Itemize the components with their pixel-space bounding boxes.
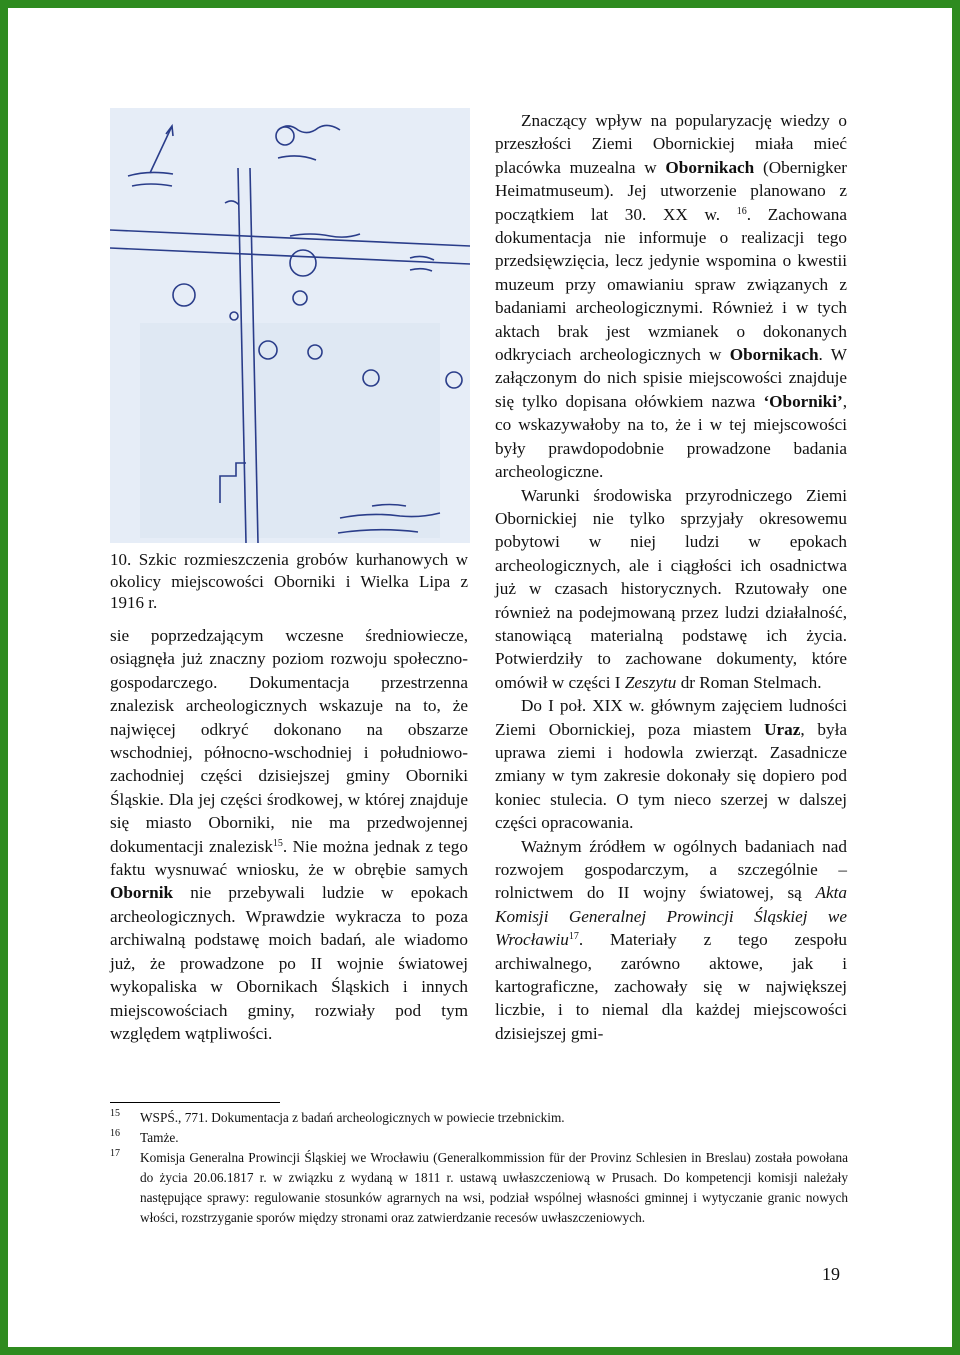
footnote-number: 16: [110, 1128, 120, 1139]
sketch-map-figure: [110, 108, 470, 543]
text-run: . Materiały z tego zespołu archiwalnego, zarówno aktowe, jak i kartograficzne, zachowały się w największej liczbie, i to niemal dla każdej miejscowości dzisiejszej gmi-: [495, 930, 847, 1043]
bold-term: Obornikach: [665, 157, 755, 177]
footnote-number: 15: [110, 1108, 120, 1119]
text-run: . Nie można jednak z tego faktu wysnuwać wniosku, że w obrębie samych: [110, 836, 468, 880]
right-paragraph-4: [495, 835, 847, 1046]
text-run: dr Roman Stelmach.: [676, 672, 822, 692]
left-paragraph: [110, 624, 468, 1045]
text-run: . W załączonym do nich spisie miejscowości znajduje się tylko dopisana ołówkiem nazwa: [495, 345, 848, 411]
right-paragraph-2: [495, 484, 847, 695]
footnote-ref[interactable]: 17: [568, 931, 579, 943]
bold-term: Uraz: [764, 719, 801, 739]
page-number: 19: [822, 1264, 840, 1284]
right-column: [495, 109, 847, 1045]
text-run: Warunki środowiska przyrodniczego Ziemi Obornickiej nie tylko sprzyjały okresowemu pobytowi w niej ludzi w epokach archeologicznych, ale i ciągłości ich osadnictwa już w czasach historycznych. Rzutowały one również na podejmowaną przez ludzi działalność, stanowiącą materialną podstawę ich życia. Potwierdziły to zachowane dokumenty, które omówił w części I: [495, 485, 847, 692]
text-run: , co wskazywałoby na to, że i w tej miejscowości były prawdopodobnie prowadzone badania archeologiczne.: [495, 391, 847, 482]
footnote: [110, 1108, 848, 1128]
sketch-map-drawing: [110, 108, 470, 543]
text-run: , była uprawa ziemi i hodowla zwierząt. Zasadnicze zmiany w tym zakresie dokonały się dopiero pod koniec stulecia. O tym nieco szerzej w dalszej części opracowania.: [495, 719, 847, 833]
bold-term: Obornik: [110, 883, 174, 903]
bold-term: Obornikach: [729, 345, 819, 365]
footnote-text: WSPŚ., 771. Dokumentacja z badań archeologicznych w powiecie trzebnickim.: [140, 1110, 565, 1125]
bold-term: ‘Oborniki’: [763, 391, 843, 411]
right-paragraph-1: [495, 109, 847, 484]
text-run: Do I poł. XIX w. głównym zajęciem ludności Ziemi Obornickiej, poza miastem: [495, 696, 847, 739]
text-run: Znaczący wpływ na popularyzację wiedzy o przeszłości Ziemi Obornickiej miała mieć placówka muzealna w: [495, 111, 847, 177]
italic-term: Akta Komisji Generalnej Prowincji Śląskiej we Wrocławiu: [495, 883, 847, 950]
footnote-ref[interactable]: 15: [272, 837, 283, 849]
text-run: nie przebywali ludzie w epokach archeologicznych. Wprawdzie wykracza to poza archiwalną podstawę moich badań, ale wiadomo już, że prowadzone po II wojnie światowej wykopaliska w Obornikach Śląskich i innych miejscowościach gminy, rozwiały pod tym względem wątpliwości.: [110, 883, 468, 1043]
footnote: [110, 1128, 848, 1148]
footnote-text: Tamże.: [140, 1130, 179, 1145]
footnote-number: 17: [110, 1148, 120, 1159]
footnote-separator: [110, 1102, 280, 1103]
footnote: [110, 1148, 848, 1228]
text-run: sie poprzedzającym wczesne średniowiecze, osiągnęła już znaczny poziom rozwoju społeczno-gospodarczego. Dokumentacja przestrzenna znalezisk archeologicznych wskazuje na to, że najwięcej odkryć dokonano na obszarze wschodniej, północno-wschodniej i południowo-zachodniej części dzisiejszej gminy Oborniki Śląskie. Dla jej części środkowej, w której znajduje się miasto Oborniki, nie ma przedwojennej dokumentacji znalezisk: [110, 626, 468, 856]
right-paragraph-3: [495, 694, 847, 834]
figure-caption: 10. Szkic rozmieszczenia grobów kurhanowych w okolicy miejscowości Oborniki i Wielka Lipa z 1916 r.: [110, 550, 468, 612]
footnotes: [110, 1108, 848, 1228]
text-run: (Obernigker Heimatmuseum). Jej utworzenie planowano z początkiem lat 30. XX w.: [495, 157, 847, 224]
footnote-ref[interactable]: 16: [736, 205, 747, 217]
footnote-text: Komisja Generalna Prowincji Śląskiej we Wrocławiu (Generalkommission für der Provinz Schlesien in Breslau) została powołana do życia 20.06.1817 r. w związku z wydaną w 1811 r. ustawą uwłaszczeniową w Prusach. Do kompetencji komisji należały następujące sprawy: regulowanie stosunków agrarnych na wsi, podział wspólnej własności gminnej i wytyczanie granic nowych włości, rozstrzyganie sporów między stronami oraz zatwierdzanie recesów uwłaszczeniowych.: [140, 1150, 848, 1225]
italic-term: Zeszytu: [624, 672, 677, 692]
text-run: Ważnym źródłem w ogólnych badaniach nad rozwojem gospodarczym, a szczególnie – rolnictwem do II wojny światowej, są: [495, 836, 847, 903]
left-column: [110, 624, 468, 1045]
text-run: . Zachowana dokumentacja nie informuje o realizacji tego przedsięwzięcia, lecz jedynie wspomina o kwestii muzeum przy omawianiu spraw związanych z badaniami archeologicznymi. Również i w tych aktach brak jest wzmianek o dokonanych odkryciach archeologicznych w: [495, 204, 847, 365]
